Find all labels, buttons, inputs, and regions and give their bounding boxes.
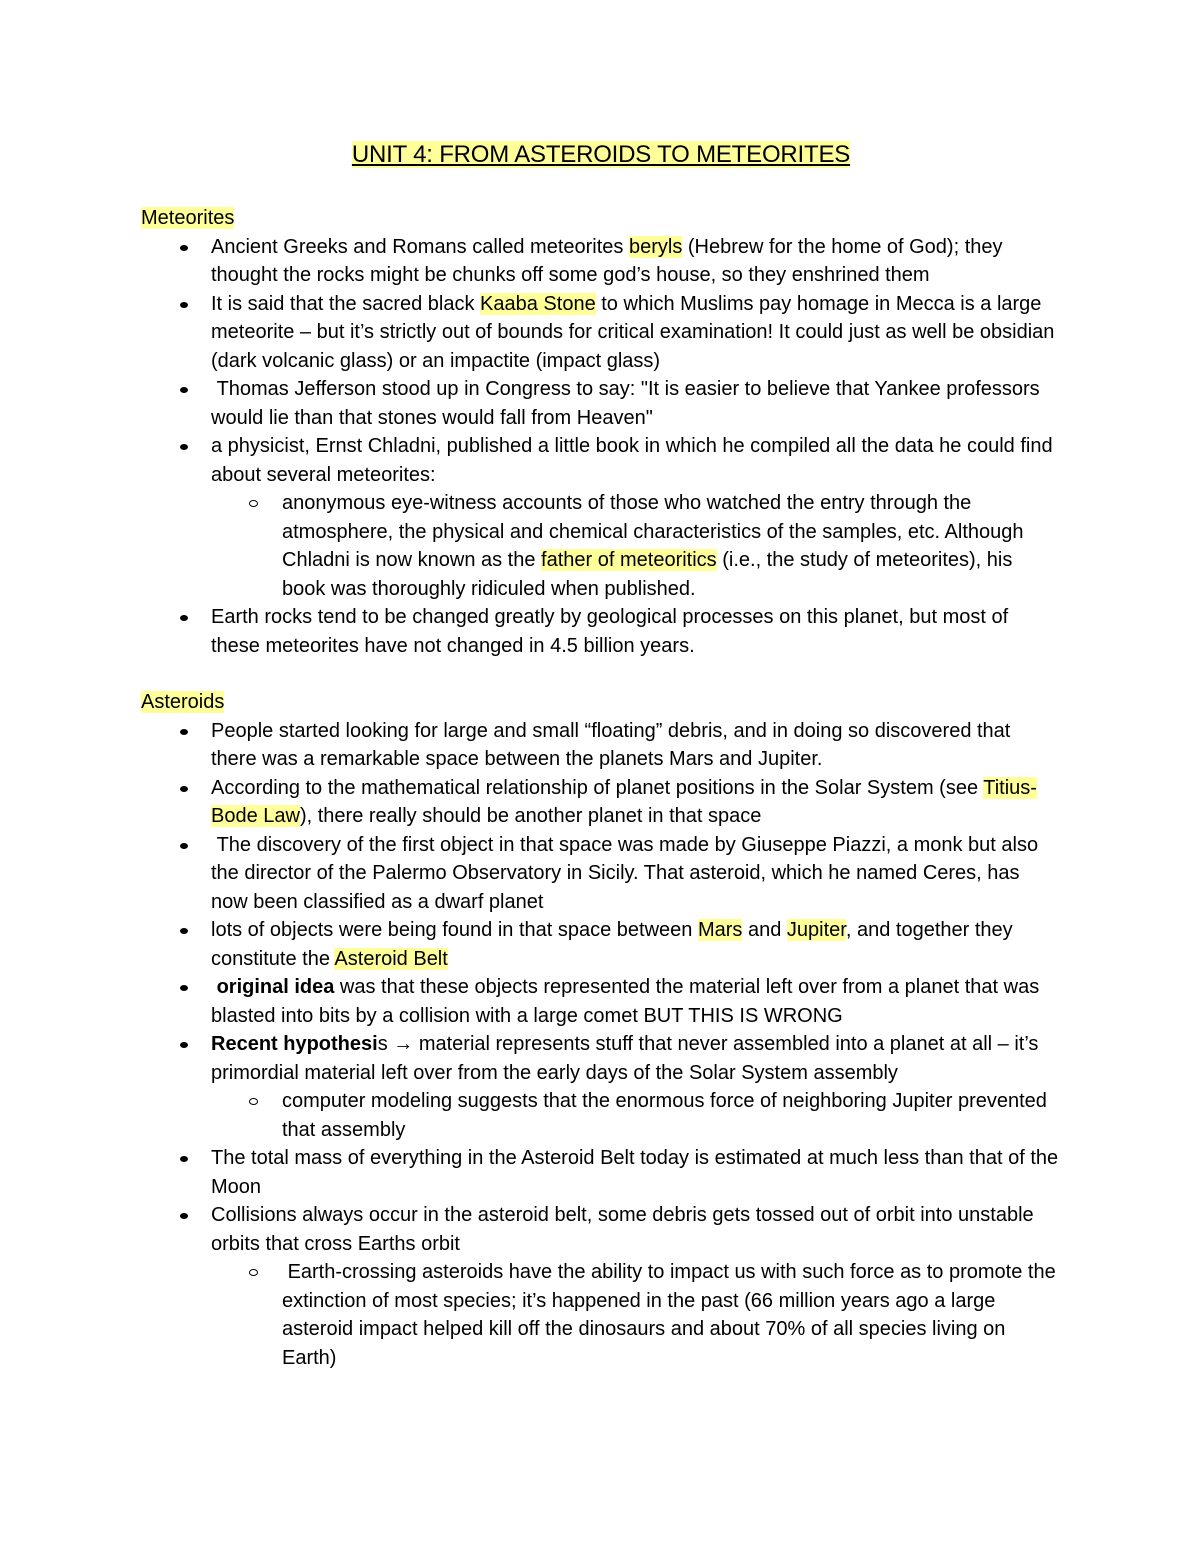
list-item: Ancient Greeks and Romans called meteorites beryls (Hebrew for the home of God); they thought the rocks might be chunks off some god’s house, so they enshrined them <box>141 233 1061 290</box>
document-page <box>141 140 1061 1372</box>
highlighted-term: Jupiter <box>786 919 846 941</box>
bullet-icon <box>180 1213 188 1219</box>
list-item: original idea was that these objects represented the material left over from a planet that was blasted into bits by a collision with a large comet BUT THIS IS WRONG <box>141 973 1061 1030</box>
section-heading-meteorites: Meteorites <box>141 207 235 229</box>
bold-term: Recent hypothesi <box>211 1033 378 1055</box>
sub-list <box>211 1087 1061 1144</box>
section-heading-asteroids: Asteroids <box>141 691 225 713</box>
list-item: It is said that the sacred black Kaaba Stone to which Muslims pay homage in Mecca is a large meteorite – but it’s strictly out of bounds for critical examination! It could just as well be obsidian (dark volcanic glass) or an impactite (impact glass) <box>141 290 1061 376</box>
bold-term: original idea <box>211 976 335 998</box>
sub-list <box>211 1258 1061 1372</box>
list-item: a physicist, Ernst Chladni, published a little book in which he compiled all the data he could find about several meteorites: anonymous eye-witness accounts of those who watched the entry through the atmosphere, the physical and chemical characteristics of the samples, etc. Although Chladni is now known as the father of meteoritics (i.e., the study of meteorites), his book was thoroughly ridiculed when published. <box>141 432 1061 603</box>
sub-list-item: Earth-crossing asteroids have the ability to impact us with such force as to promote the extinction of most species; it’s happened in the past (66 million years ago a large asteroid impact helped kill off the dinosaurs and about 70% of all species living on Earth) <box>211 1258 1061 1372</box>
sub-list <box>211 489 1061 603</box>
bullet-icon <box>180 245 188 251</box>
bullet-icon <box>180 615 188 621</box>
page-title: UNIT 4: FROM ASTEROIDS TO METEORITES <box>351 141 851 168</box>
meteorites-list <box>141 233 1061 661</box>
circle-bullet-icon <box>249 500 258 507</box>
highlighted-term: Kaaba Stone <box>480 292 596 315</box>
highlighted-term: Titius-Bode Law <box>211 776 1037 827</box>
sub-list-item: computer modeling suggests that the enormous force of neighboring Jupiter prevented that assembly <box>211 1087 1061 1144</box>
bullet-icon <box>180 1042 188 1048</box>
bullet-icon <box>180 1156 188 1162</box>
list-item: Earth rocks tend to be changed greatly by geological processes on this planet, but most of these meteorites have not changed in 4.5 billion years. <box>141 603 1061 660</box>
bullet-icon <box>180 387 188 393</box>
list-item: Thomas Jefferson stood up in Congress to say: "It is easier to believe that Yankee professors would lie than that stones would fall from Heaven" <box>141 375 1061 432</box>
bullet-icon <box>180 786 188 792</box>
bullet-icon <box>180 729 188 735</box>
highlighted-term: Mars <box>697 919 743 941</box>
asteroids-list <box>141 717 1061 1373</box>
list-item: The total mass of everything in the Asteroid Belt today is estimated at much less than that of the Moon <box>141 1144 1061 1201</box>
bullet-icon <box>180 444 188 450</box>
circle-bullet-icon <box>249 1269 258 1276</box>
bullet-icon <box>180 843 188 849</box>
highlighted-term: father of meteoritics <box>541 549 717 571</box>
sub-list-item: anonymous eye-witness accounts of those who watched the entry through the atmosphere, the physical and chemical characteristics of the samples, etc. Although Chladni is now known as the father of meteoritics (i.e., the study of meteorites), his book was thoroughly ridiculed when published. <box>211 489 1061 603</box>
list-item: Collisions always occur in the asteroid belt, some debris gets tossed out of orbit into unstable orbits that cross Earths orbit Earth-crossing asteroids have the ability to impact us with such force as to promote the extinction of most species; it’s happened in the past (66 million years ago a large asteroid impact helped kill off the dinosaurs and about 70% of all species living on Earth) <box>141 1201 1061 1372</box>
bullet-icon <box>180 985 188 991</box>
list-item: People started looking for large and small “floating” debris, and in doing so discovered that there was a remarkable space between the planets Mars and Jupiter. <box>141 717 1061 774</box>
highlighted-term: beryls <box>628 235 683 258</box>
list-item: The discovery of the first object in that space was made by Giuseppe Piazzi, a monk but also the director of the Palermo Observatory in Sicily. That asteroid, which he named Ceres, has now been classified as a dwarf planet <box>141 831 1061 917</box>
circle-bullet-icon <box>249 1098 258 1105</box>
bullet-icon <box>180 302 188 308</box>
list-item: Recent hypothesis → material represents stuff that never assembled into a planet at all – it’s primordial material left over from the early days of the Solar System assembly computer modeling suggests that the enormous force of neighboring Jupiter prevented that assembly <box>141 1030 1061 1144</box>
highlighted-term: Asteroid Belt <box>334 947 448 970</box>
list-item: According to the mathematical relationship of planet positions in the Solar System (see Titius-Bode Law), there really should be another planet in that space <box>141 774 1061 831</box>
list-item: lots of objects were being found in that space between Mars and Jupiter, and together they constitute the Asteroid Belt <box>141 916 1061 973</box>
bullet-icon <box>180 928 188 934</box>
